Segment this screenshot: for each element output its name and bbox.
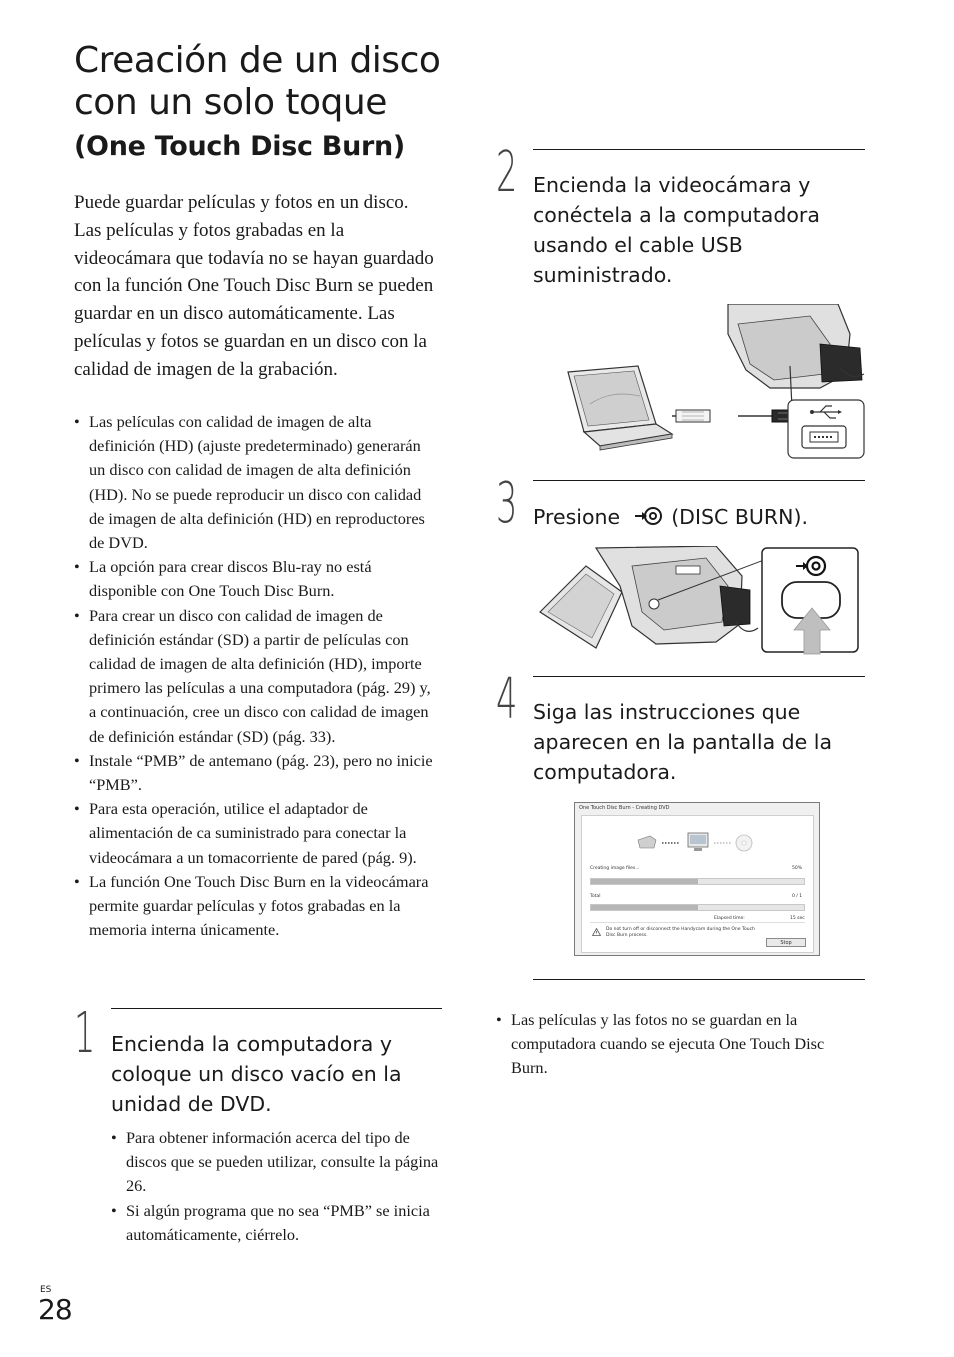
step-4-text: Siga las instrucciones que aparecen en la pantalla de la computadora. [533, 700, 833, 784]
list-item: • Instale “PMB” de antemano (pág. 23), pero no inicie “PMB”. [74, 749, 438, 797]
step-1-rule [111, 1008, 442, 1009]
warning-icon [592, 928, 601, 936]
dialog-body [581, 815, 814, 953]
disc-burn-button-illustration [536, 546, 862, 656]
progress-bar-fill [591, 879, 698, 884]
step-2-rule [533, 149, 865, 150]
list-item: • Las películas con calidad de imagen de alta definición (HD) (ajuste predeterminado) generarán un disco con calidad de imagen de alta definición (HD). No se puede reproducir un disco con calidad de imagen de alta definición (HD) en reproductores de DVD. [74, 410, 438, 555]
step-3-text [533, 502, 863, 532]
elapsed-label: Elapsed time: [714, 916, 745, 921]
step-4-rule [533, 676, 865, 677]
list-item: • Si algún programa que no sea “PMB” se inicia automáticamente, ciérrelo. [111, 1199, 441, 1247]
page-title: Creación de un disco con un solo toque [74, 40, 441, 123]
final-notes-list [496, 1008, 841, 1081]
step-1-number: 1 [74, 1001, 96, 1066]
page-subtitle: (One Touch Disc Burn) [74, 131, 405, 162]
intro-notes-list [74, 410, 438, 942]
total-progress-bar-fill [591, 905, 698, 910]
transfer-animation-icon [632, 830, 762, 856]
list-item: • La función One Touch Disc Burn en la videocámara permite guardar películas y fotos grabadas en la memoria interna únicamente. [74, 870, 438, 943]
creating-dvd-dialog [574, 802, 820, 956]
list-item: • Las películas y las fotos no se guardan en la computadora cuando se ejecuta One Touch Disc Burn. [496, 1008, 841, 1081]
step-2-number: 2 [496, 140, 518, 205]
page-number: 28 [38, 1293, 72, 1326]
total-value: 0 / 1 [792, 894, 803, 899]
step-1-text: Encienda la computadora y coloque un disco vacío en la unidad de DVD. [111, 1032, 402, 1116]
dialog-title: One Touch Disc Burn - Creating DVD [579, 805, 670, 811]
step-2-text: Encienda la videocámara y conéctela a la computadora usando el cable USB suministrado. [533, 173, 820, 287]
elapsed-value: 15 sec [790, 916, 805, 921]
disc-burn-icon [635, 506, 663, 526]
progress-label: Creating image files... [590, 866, 640, 871]
list-item: • Para obtener información acerca del tipo de discos que se pueden utilizar, consulte la página 26. [111, 1126, 441, 1199]
step-3-text-after: (DISC BURN). [671, 505, 809, 529]
step-3-number: 3 [496, 471, 518, 536]
total-label: Total [590, 894, 601, 899]
list-item: • La opción para crear discos Blu-ray no está disponible con One Touch Disc Burn. [74, 555, 438, 603]
step-4-number: 4 [496, 667, 518, 732]
usb-connection-illustration [560, 304, 866, 460]
warning-text: Do not turn off or disconnect the Handycam during the One Touch Disc Burn process. [606, 927, 755, 938]
progress-bar [590, 878, 805, 885]
list-item: • Para crear un disco con calidad de imagen de definición estándar (SD) a partir de películas con calidad de imagen de alta definición (HD), importe primero las películas a una computadora (pág. 29) y, a continuación, cree un disco con calidad de imagen de definición estándar (SD) (pág. 33). [74, 604, 438, 749]
list-item: • Para esta operación, utilice el adaptador de alimentación de ca suministrado para conectar la videocámara a un tomacorriente de pared (pág. 9). [74, 797, 438, 870]
step-3-rule [533, 480, 865, 481]
dialog-divider [590, 922, 805, 923]
intro-paragraph: Puede guardar películas y fotos en un disco. Las películas y fotos grabadas en la videocámara que todavía no se hayan guardado con la función One Touch Disc Burn se pueden guardar en un disco automáticamente. Las películas y fotos se guardan en un disco con la calidad de imagen de la grabación. [74, 192, 434, 380]
progress-value: 50% [792, 866, 803, 871]
step-1-notes-list [111, 1126, 441, 1247]
page-language-tag: ES [40, 1285, 52, 1295]
total-progress-bar [590, 904, 805, 911]
step-3-text-before: Presione [533, 505, 621, 529]
stop-button[interactable]: Stop [766, 938, 806, 947]
step-4-end-rule [533, 979, 865, 980]
